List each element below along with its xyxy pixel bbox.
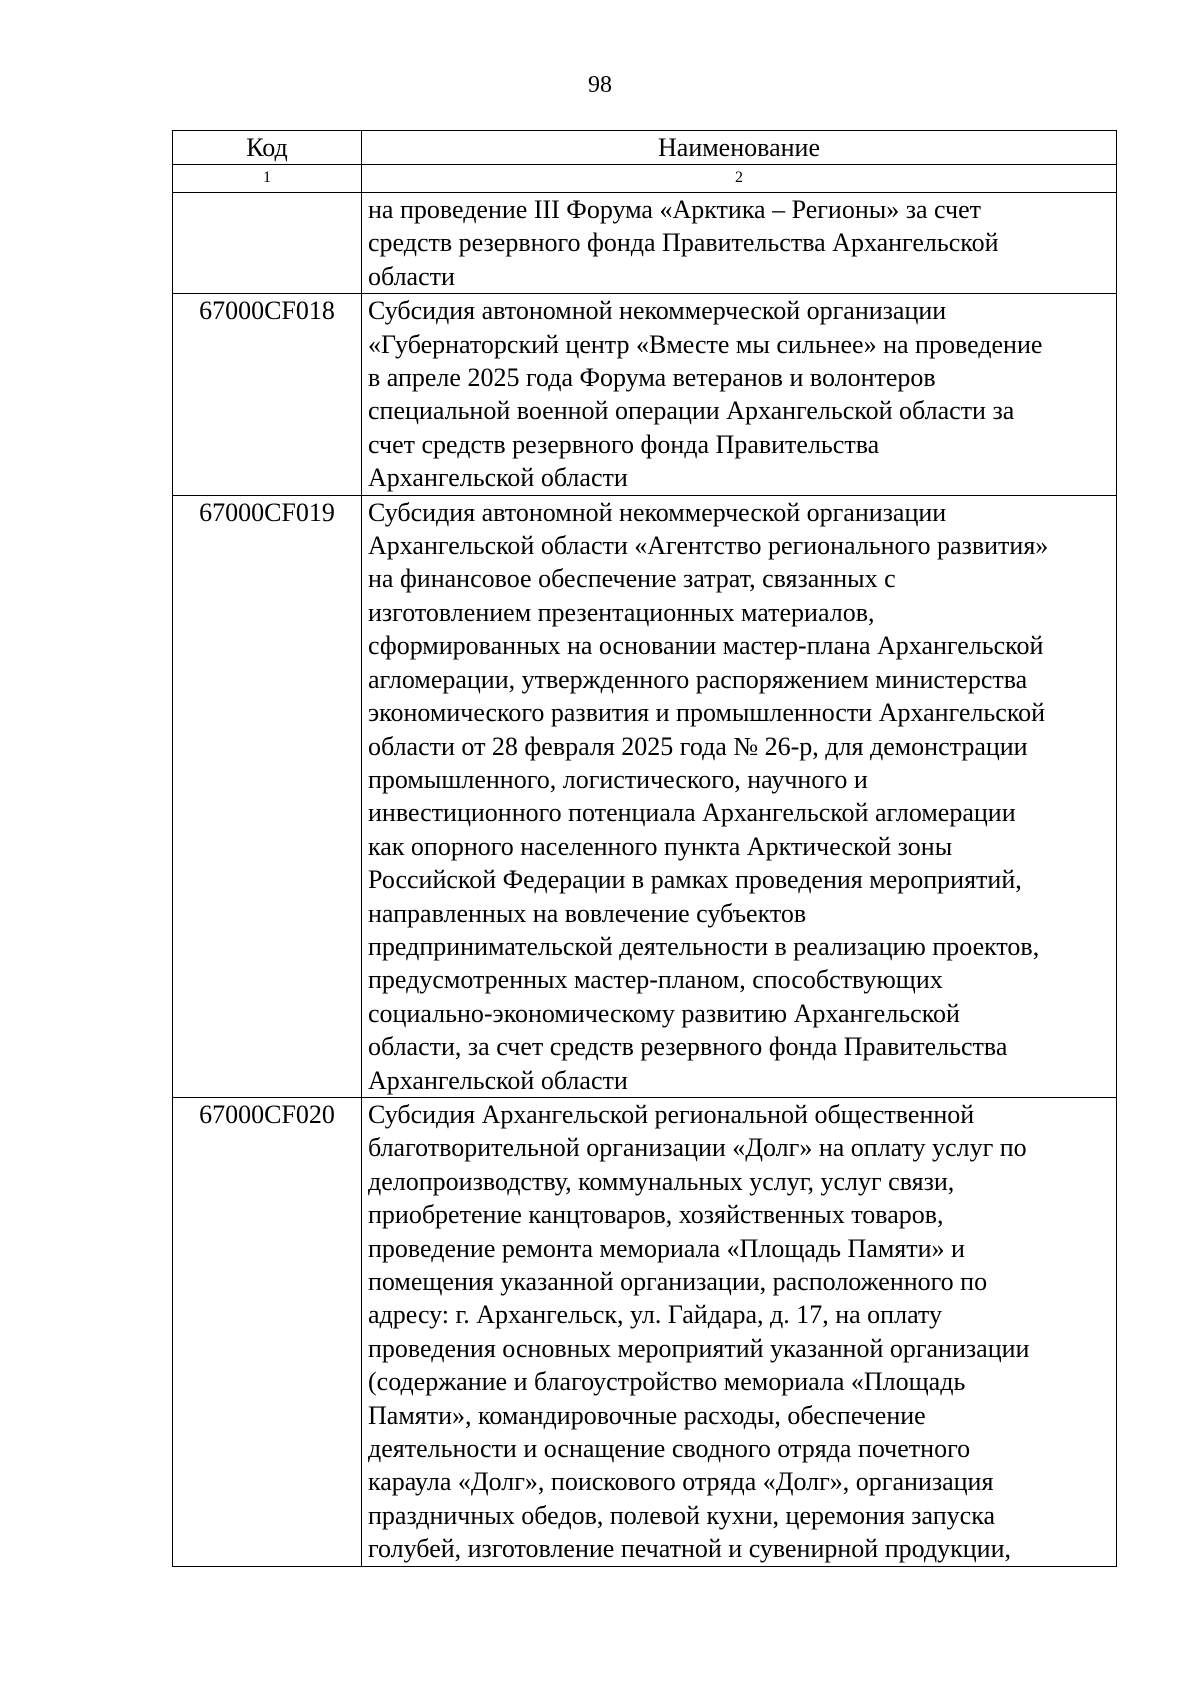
row-name-line: изготовлением презентационных материалов, xyxy=(368,597,875,627)
row-name-line: в апреле 2025 года Форума ветеранов и волонтеров xyxy=(368,363,936,393)
row-name-line: социально-экономическому развитию Архангельской xyxy=(368,998,960,1028)
row-name-line: проведение ремонта мемориала «Площадь Памяти» и xyxy=(368,1233,965,1263)
row-name-line: Архангельской области xyxy=(368,463,628,493)
row-name-line: Субсидия Архангельской региональной общественной xyxy=(368,1099,975,1129)
row-name-line: Архангельской области «Агентство регионального развития» xyxy=(368,531,1049,561)
row-name xyxy=(362,1097,1117,1566)
row-name-line: караула «Долг», поискового отряда «Долг», организация xyxy=(368,1467,994,1497)
row-name-line: проведения основных мероприятий указанной организации xyxy=(368,1333,1030,1363)
row-name-line: области xyxy=(368,261,455,291)
row-name xyxy=(362,495,1117,1097)
row-code: 67000CF019 xyxy=(173,495,362,1097)
row-code: 67000CF018 xyxy=(173,294,362,495)
row-name-line: экономического развития и промышленности Архангельской xyxy=(368,698,1046,728)
row-name-line: на проведение III Форума «Арктика – Регионы» за счет xyxy=(368,195,982,224)
row-name-line: направленных на вовлечение субъектов xyxy=(368,898,807,928)
row-name-line: специальной военной операции Архангельской области за xyxy=(368,396,1015,426)
header-code: Код xyxy=(173,131,362,165)
row-name-line: средств резервного фонда Правительства Архангельской xyxy=(368,228,999,258)
row-name-line: помещения указанной организации, расположенного по xyxy=(368,1267,988,1296)
row-name-line: области от 28 февраля 2025 года № 26-р, для демонстрации xyxy=(368,731,1028,761)
row-name-line: Субсидия автономной некоммерческой организации xyxy=(368,296,947,326)
row-name-line: агломерации, утвержденного распоряжением министерства xyxy=(368,664,1028,694)
table-row xyxy=(173,495,1117,1097)
row-name-line: деятельности и оснащение сводного отряда почетного xyxy=(368,1434,971,1464)
row-code: 67000CF020 xyxy=(173,1097,362,1566)
column-number-2: 2 xyxy=(362,165,1117,193)
budget-codes-table xyxy=(172,130,1117,1567)
row-code xyxy=(173,193,362,294)
row-name-line: Российской Федерации в рамках проведения мероприятий, xyxy=(368,865,1022,895)
row-name-line: как опорного населенного пункта Арктической зоны xyxy=(368,831,953,861)
header-name: Наименование xyxy=(362,131,1117,165)
row-name-line: голубей, изготовление печатной и сувенирной продукции, xyxy=(368,1534,1011,1564)
row-name-line: сформированных на основании мастер-плана Архангельской xyxy=(368,631,1044,661)
row-name-line: инвестиционного потенциала Архангельской агломерации xyxy=(368,798,1016,828)
table-row xyxy=(173,1097,1117,1566)
table-body xyxy=(173,193,1117,1567)
row-name-line: области, за счет средств резервного фонда Правительства xyxy=(368,1032,1008,1062)
row-name-line: счет средств резервного фонда Правительства xyxy=(368,429,880,459)
column-number-1: 1 xyxy=(173,165,362,193)
column-number-row xyxy=(173,165,1117,193)
row-name-line: праздничных обедов, полевой кухни, церемония запуска xyxy=(368,1500,995,1530)
row-name-line: благотворительной организации «Долг» на оплату услуг по xyxy=(368,1133,1027,1163)
row-name-line: предпринимательской деятельности в реализацию проектов, xyxy=(368,931,1040,961)
row-name-line: Архангельской области xyxy=(368,1065,628,1095)
row-name xyxy=(362,294,1117,495)
table-row xyxy=(173,193,1117,294)
table-row xyxy=(173,294,1117,495)
table-header-row xyxy=(173,131,1117,165)
row-name-line: (содержание и благоустройство мемориала «Площадь xyxy=(368,1367,966,1397)
row-name-line: Субсидия автономной некоммерческой организации xyxy=(368,497,947,527)
row-name-line: адресу: г. Архангельск, ул. Гайдара, д. 17, на оплату xyxy=(368,1300,942,1330)
row-name-line: предусмотренных мастер-планом, способствующих xyxy=(368,965,943,995)
row-name-line: промышленного, логистического, научного и xyxy=(368,764,868,794)
row-name xyxy=(362,193,1117,294)
row-name-line: приобретение канцтоваров, хозяйственных товаров, xyxy=(368,1200,944,1230)
row-name-line: на финансовое обеспечение затрат, связанных с xyxy=(368,564,896,594)
row-name-line: «Губернаторский центр «Вместе мы сильнее» на проведение xyxy=(368,329,1043,359)
page-number: 98 xyxy=(588,72,612,98)
row-name-line: делопроизводству, коммунальных услуг, услуг связи, xyxy=(368,1166,955,1196)
row-name-line: Памяти», командировочные расходы, обеспечение xyxy=(368,1400,926,1430)
